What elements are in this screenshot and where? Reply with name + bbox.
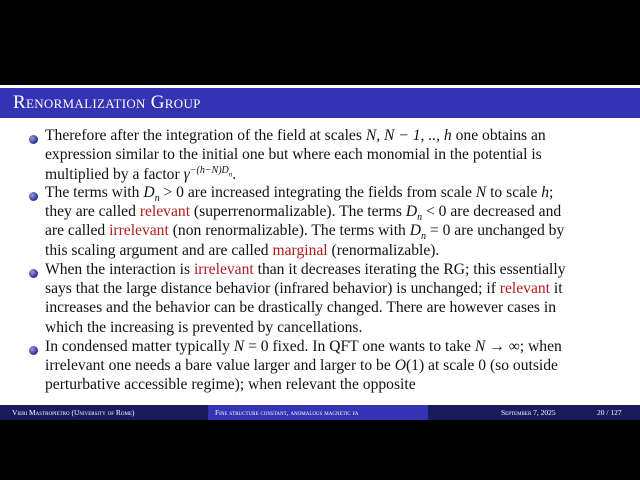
bullet-text-line: irrelevant one needs a bare value larger and larger to be O(1) at scale 0 (so outside <box>45 357 558 375</box>
math: O <box>394 357 406 375</box>
bullet-icon <box>29 269 38 278</box>
footer-author-segment <box>0 405 208 420</box>
bullet-icon <box>29 346 38 355</box>
bullet-text-line: perturbative accessible regime); when relevant the opposite <box>45 376 416 394</box>
math: γ <box>183 166 190 184</box>
highlighted-term: irrelevant <box>109 222 169 240</box>
highlighted-term: relevant <box>139 203 191 221</box>
footer-talk-title: Fine structure constant, anomalous magnetic fa <box>215 408 359 417</box>
bullet-text-line: increases and the behavior can be drastically changed. There are however cases in <box>45 299 557 317</box>
math: N <box>474 338 486 355</box>
bullet-text-line: they are called relevant (superrenormalizable). The terms $D_n < 0$ are decreased and <box>45 203 562 224</box>
math: D <box>143 184 155 201</box>
highlighted-term: irrelevant <box>193 261 254 278</box>
math: D <box>405 203 418 221</box>
footer <box>0 405 640 420</box>
footer-page-number: 20 / 127 <box>597 408 622 417</box>
bullet-text-line: Therefore after the integration of the field at scales N, N − 1, .., h one obtains an <box>45 127 546 144</box>
highlighted-term: relevant <box>499 280 551 298</box>
footer-date: September 7, 2025 <box>501 408 556 417</box>
bullet-text-line: expression similar to the initial one but where each monomial in the potential is <box>45 146 542 164</box>
bullet-icon <box>29 135 38 144</box>
math: N, N − 1, .., h <box>365 127 452 144</box>
bullet-text-line: says that the large distance behavior (infrared behavior) is unchanged; if relevant it <box>45 280 563 298</box>
slide <box>0 85 640 420</box>
footer-date-segment <box>428 405 640 420</box>
bullet-text-line: this scaling argument and are called marginal (renormalizable). <box>45 241 440 259</box>
bullet-icon <box>29 192 38 201</box>
math: h <box>541 184 549 201</box>
bullet-text-line: which the increasing is prevented by cancellations. <box>45 318 363 336</box>
math: N <box>475 184 487 201</box>
bullet-text-line: are called irrelevant (non renormalizable). The terms with $D_n = 0$ are unchanged by <box>45 222 565 243</box>
footer-title-segment <box>208 405 428 420</box>
bullet-text-line: The terms with $D_n > 0$ are increased integrating the fields from scale N to scale h; <box>45 184 554 205</box>
highlighted-term: marginal <box>272 241 328 259</box>
math: D <box>409 222 421 240</box>
slide-title: Renormalization Group <box>13 92 201 113</box>
bullet-text-line: When the interaction is irrelevant than it decreases iterating the RG; this essentially <box>45 261 566 278</box>
footer-author: Vieri Mastropietro (University of Rome) <box>12 408 135 417</box>
title-bar <box>0 88 640 118</box>
math: N <box>233 338 245 355</box>
bullet-text-line: In condensed matter typically N = 0 fixed. In QFT one wants to take N → ∞; when <box>45 338 562 355</box>
bullet-text-line: multiplied by a factor $\gamma^{-(h-N)Dn}$. <box>45 165 237 184</box>
